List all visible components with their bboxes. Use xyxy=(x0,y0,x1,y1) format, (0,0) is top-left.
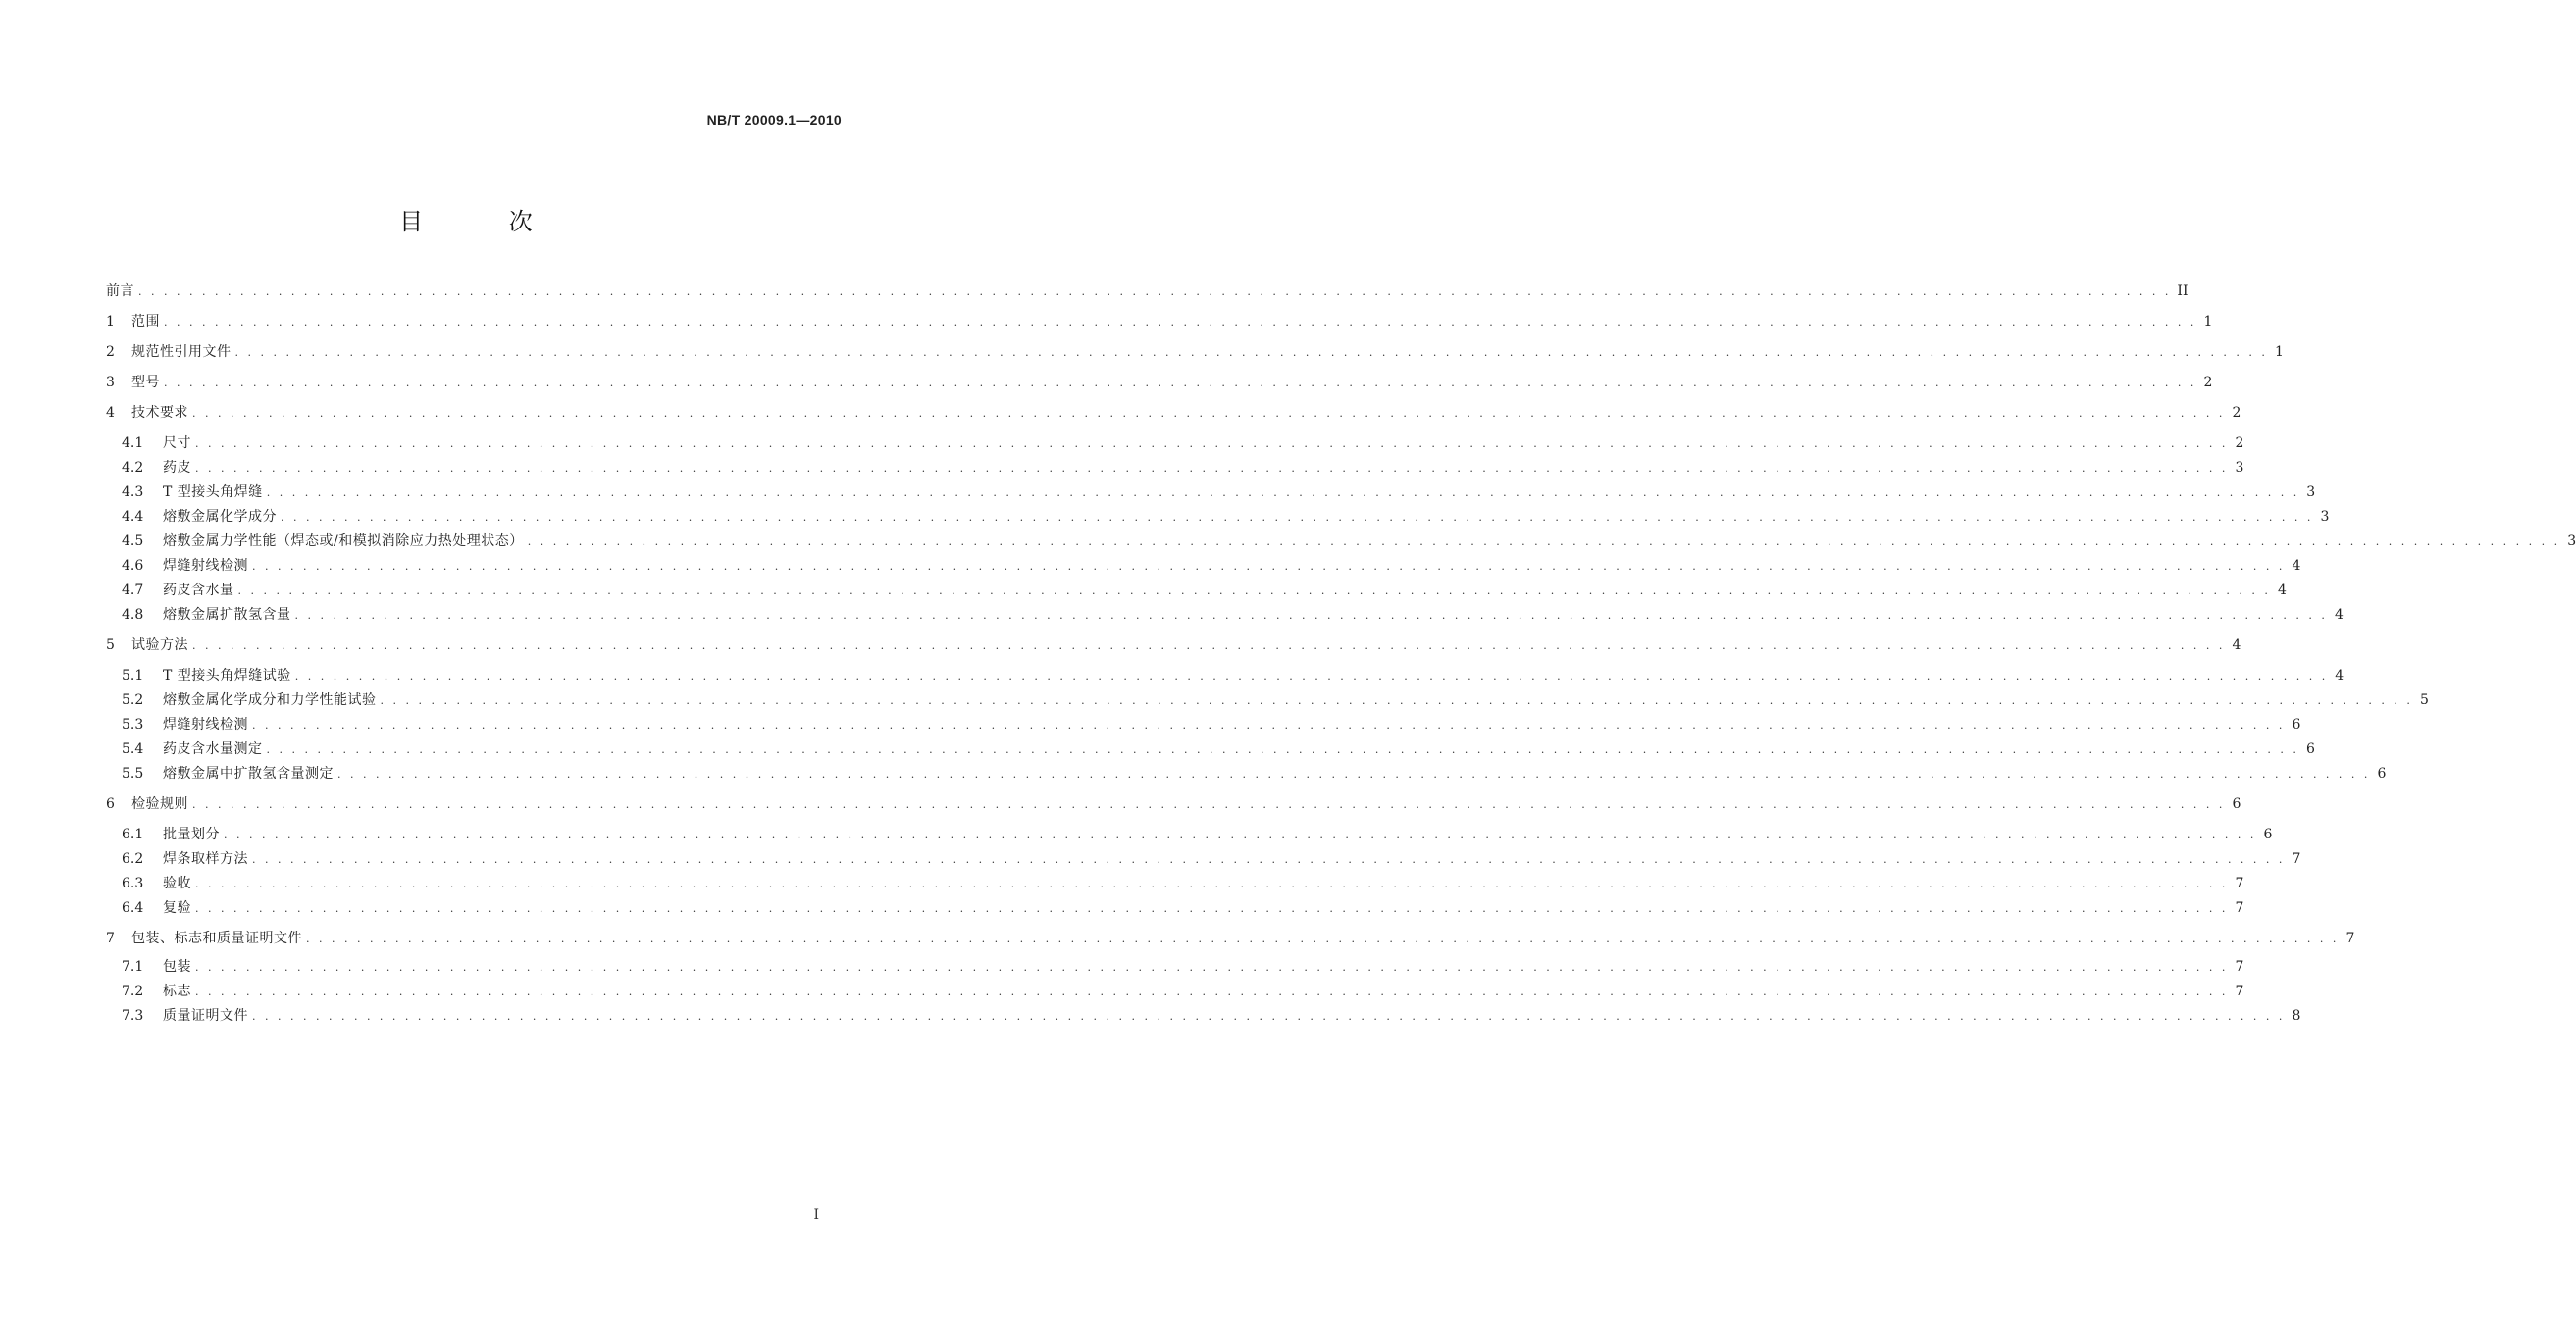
toc-entry-number: 6.1 xyxy=(122,827,144,842)
toc-leader-dots: . . . . . . . . . . . . . . . . . . . . . . . . . . . . . . . . . . . . . . . . . . . . . . . . . . . . . . . . . . . . . . . . . . . . . . . . . . . . . . . . . . . . . . . . . . . . . . . . . . . . . . . . . . . . . . . . . . . . . . . . . . . . . . . . . . . . . . . . . . . . . . . . . . . . . . . . . . . . . . . . xyxy=(266,486,2300,499)
toc-leader-dots: . . . . . . . . . . . . . . . . . . . . . . . . . . . . . . . . . . . . . . . . . . . . . . . . . . . . . . . . . . . . . . . . . . . . . . . . . . . . . . . . . . . . . . . . . . . . . . . . . . . . . . . . . . . . . . . . . . . . . . . . . . . . . . . . . . . . . . . . . . . . . . . . . . . . . . . . . . . . . . . . xyxy=(380,694,2413,707)
toc-entry-page: 7 xyxy=(2235,876,2244,891)
toc-entry-page: 7 xyxy=(2235,959,2244,975)
toc-entry-number: 4.3 xyxy=(122,484,144,500)
toc-entry-number: 4.8 xyxy=(122,607,144,623)
toc-entry-number: 6.3 xyxy=(122,876,144,891)
toc-entry-label: 复验 xyxy=(163,900,191,916)
toc-entry-page: 4 xyxy=(2292,558,2301,574)
toc-entry-number: 7.3 xyxy=(122,1008,144,1024)
toc-entry[interactable] xyxy=(122,714,2301,735)
toc-entry[interactable] xyxy=(122,604,2344,626)
toc-entry-number: 6.4 xyxy=(122,900,144,916)
toc-leader-dots: . . . . . . . . . . . . . . . . . . . . . . . . . . . . . . . . . . . . . . . . . . . . . . . . . . . . . . . . . . . . . . . . . . . . . . . . . . . . . . . . . . . . . . . . . . . . . . . . . . . . . . . . . . . . . . . . . . . . . . . . . . . . . . . . . . . . . . . . . . . . . . . . . . . . . . . . . . . . . . . . xyxy=(224,829,2257,841)
toc-entry-label: 熔敷金属力学性能（焊态或/和模拟消除应力热处理状态） xyxy=(163,533,524,549)
toc-entry-page: 7 xyxy=(2345,931,2355,946)
toc-leader-dots: . . . . . . . . . . . . . . . . . . . . . . . . . . . . . . . . . . . . . . . . . . . . . . . . . . . . . . . . . . . . . . . . . . . . . . . . . . . . . . . . . . . . . . . . . . . . . . . . . . . . . . . . . . . . . . . . . . . . . . . . . . . . . . . . . . . . . . . . . . . . . . . . . . . . . . . . . . . . . . . . xyxy=(266,743,2299,756)
toc-leader-dots: . . . . . . . . . . . . . . . . . . . . . . . . . . . . . . . . . . . . . . . . . . . . . . . . . . . . . . . . . . . . . . . . . . . . . . . . . . . . . . . . . . . . . . . . . . . . . . . . . . . . . . . . . . . . . . . . . . . . . . . . . . . . . . . . . . . . . . . . . . . . . . . . . . . . . . . . . . . . . . . . xyxy=(527,535,2561,548)
toc-entry-label: 范围 xyxy=(131,314,160,330)
toc-entry-page: 6 xyxy=(2292,717,2301,733)
toc-entry-label: 焊缝射线检测 xyxy=(163,558,248,574)
toc-entry-label: 技术要求 xyxy=(131,405,188,421)
toc-leader-dots: . . . . . . . . . . . . . . . . . . . . . . . . . . . . . . . . . . . . . . . . . . . . . . . . . . . . . . . . . . . . . . . . . . . . . . . . . . . . . . . . . . . . . . . . . . . . . . . . . . . . . . . . . . . . . . . . . . . . . . . . . . . . . . . . . . . . . . . . . . . . . . . . . . . . . . . . . . . . . . . . xyxy=(192,798,2226,811)
toc-entry-page: 3 xyxy=(2567,533,2576,549)
toc-entry-label: 熔敷金属中扩散氢含量测定 xyxy=(163,766,334,782)
toc-entry-label: 质量证明文件 xyxy=(163,1008,248,1024)
toc-entry-label: 药皮含水量 xyxy=(163,583,234,598)
toc-entry-page: 1 xyxy=(2203,314,2213,330)
toc-entry-label: T 型接头角焊缝 xyxy=(163,484,263,500)
toc-entry-page: 6 xyxy=(2263,827,2273,842)
toc-entry[interactable] xyxy=(106,793,2241,815)
toc-entry-page: 3 xyxy=(2306,484,2316,500)
toc-entry[interactable] xyxy=(122,665,2344,686)
toc-entry-label: 尺寸 xyxy=(163,435,191,451)
toc-entry[interactable] xyxy=(122,981,2244,1002)
toc-entry-page: 6 xyxy=(2377,766,2387,782)
toc-leader-dots: . . . . . . . . . . . . . . . . . . . . . . . . . . . . . . . . . . . . . . . . . . . . . . . . . . . . . . . . . . . . . . . . . . . . . . . . . . . . . . . . . . . . . . . . . . . . . . . . . . . . . . . . . . . . . . . . . . . . . . . . . . . . . . . . . . . . . . . . . . . . . . . . . . . . . . . . . . . . . . . . xyxy=(195,462,2229,475)
toc-entry-page: II xyxy=(2177,283,2189,299)
toc-entry-number: 1 xyxy=(106,314,115,330)
toc-entry[interactable] xyxy=(122,1005,2301,1027)
toc-entry-number: 7.2 xyxy=(122,984,144,999)
toc-entry[interactable] xyxy=(122,580,2287,601)
toc-entry[interactable] xyxy=(122,824,2273,845)
toc-leader-dots: . . . . . . . . . . . . . . . . . . . . . . . . . . . . . . . . . . . . . . . . . . . . . . . . . . . . . . . . . . . . . . . . . . . . . . . . . . . . . . . . . . . . . . . . . . . . . . . . . . . . . . . . . . . . . . . . . . . . . . . . . . . . . . . . . . . . . . . . . . . . . . . . . . . . . . . . . . . . . . . . xyxy=(195,437,2229,450)
toc-entry[interactable] xyxy=(122,482,2316,503)
toc-entry-number: 5.4 xyxy=(122,741,144,757)
toc-entry-number: 5.2 xyxy=(122,692,144,708)
toc-entry-label: 焊缝射线检测 xyxy=(163,717,248,733)
page-number: I xyxy=(813,1207,819,1223)
toc-entry-page: 6 xyxy=(2306,741,2315,757)
toc-entry[interactable] xyxy=(122,763,2387,785)
toc-leader-dots: . . . . . . . . . . . . . . . . . . . . . . . . . . . . . . . . . . . . . . . . . . . . . . . . . . . . . . . . . . . . . . . . . . . . . . . . . . . . . . . . . . . . . . . . . . . . . . . . . . . . . . . . . . . . . . . . . . . . . . . . . . . . . . . . . . . . . . . . . . . . . . . . . . . . . . . . . . . . . . . . xyxy=(195,902,2229,915)
toc-entry-number: 5.1 xyxy=(122,668,144,684)
toc-entry-page: 3 xyxy=(2235,460,2244,476)
toc-entry[interactable] xyxy=(122,506,2330,528)
toc-entry[interactable] xyxy=(106,372,2213,393)
toc-leader-dots: . . . . . . . . . . . . . . . . . . . . . . . . . . . . . . . . . . . . . . . . . . . . . . . . . . . . . . . . . . . . . . . . . . . . . . . . . . . . . . . . . . . . . . . . . . . . . . . . . . . . . . . . . . . . . . . . . . . . . . . . . . . . . . . . . . . . . . . . . . . . . . . . . . . . . . . . . . . . . . . . xyxy=(252,560,2286,573)
toc-entry-label: 熔敷金属扩散氢含量 xyxy=(163,607,291,623)
toc-leader-dots: . . . . . . . . . . . . . . . . . . . . . . . . . . . . . . . . . . . . . . . . . . . . . . . . . . . . . . . . . . . . . . . . . . . . . . . . . . . . . . . . . . . . . . . . . . . . . . . . . . . . . . . . . . . . . . . . . . . . . . . . . . . . . . . . . . . . . . . . . . . . . . . . . . . . . . . . . . . . . . . . xyxy=(138,285,2172,298)
toc-leader-dots: . . . . . . . . . . . . . . . . . . . . . . . . . . . . . . . . . . . . . . . . . . . . . . . . . . . . . . . . . . . . . . . . . . . . . . . . . . . . . . . . . . . . . . . . . . . . . . . . . . . . . . . . . . . . . . . . . . . . . . . . . . . . . . . . . . . . . . . . . . . . . . . . . . . . . . . . . . . . . . . . xyxy=(281,511,2314,524)
toc-entry-label: 前言 xyxy=(106,283,134,299)
toc-entry-label: 批量划分 xyxy=(163,827,220,842)
toc-entry-number: 6 xyxy=(106,796,115,812)
toc-entry-page: 8 xyxy=(2292,1008,2301,1024)
toc-entry-label: 焊条取样方法 xyxy=(163,851,248,867)
toc-entry-page: 7 xyxy=(2235,900,2244,916)
toc-entry[interactable] xyxy=(106,402,2241,424)
toc-entry-page: 4 xyxy=(2335,607,2344,623)
toc-entry[interactable] xyxy=(122,873,2244,894)
toc-entry-label: 熔敷金属化学成分 xyxy=(163,509,277,525)
toc-entry-label: 药皮含水量测定 xyxy=(163,741,263,757)
toc-entry-label: 包装、标志和质量证明文件 xyxy=(131,931,302,946)
toc-leader-dots: . . . . . . . . . . . . . . . . . . . . . . . . . . . . . . . . . . . . . . . . . . . . . . . . . . . . . . . . . . . . . . . . . . . . . . . . . . . . . . . . . . . . . . . . . . . . . . . . . . . . . . . . . . . . . . . . . . . . . . . . . . . . . . . . . . . . . . . . . . . . . . . . . . . . . . . . . . . . . . . . xyxy=(252,719,2286,732)
toc-entry[interactable] xyxy=(122,738,2315,760)
toc-entry-number: 2 xyxy=(106,344,115,360)
toc-entry[interactable] xyxy=(122,457,2244,479)
toc-entry[interactable] xyxy=(122,432,2244,454)
toc-leader-dots: . . . . . . . . . . . . . . . . . . . . . . . . . . . . . . . . . . . . . . . . . . . . . . . . . . . . . . . . . . . . . . . . . . . . . . . . . . . . . . . . . . . . . . . . . . . . . . . . . . . . . . . . . . . . . . . . . . . . . . . . . . . . . . . . . . . . . . . . . . . . . . . . . . . . . . . . . . . . . . . . xyxy=(237,584,2271,597)
toc-entry-label: 检验规则 xyxy=(131,796,188,812)
toc-entry-number: 4.6 xyxy=(122,558,144,574)
toc-leader-dots: . . . . . . . . . . . . . . . . . . . . . . . . . . . . . . . . . . . . . . . . . . . . . . . . . . . . . . . . . . . . . . . . . . . . . . . . . . . . . . . . . . . . . . . . . . . . . . . . . . . . . . . . . . . . . . . . . . . . . . . . . . . . . . . . . . . . . . . . . . . . . . . . . . . . . . . . . . . . . . . . xyxy=(252,853,2286,866)
toc-leader-dots: . . . . . . . . . . . . . . . . . . . . . . . . . . . . . . . . . . . . . . . . . . . . . . . . . . . . . . . . . . . . . . . . . . . . . . . . . . . . . . . . . . . . . . . . . . . . . . . . . . . . . . . . . . . . . . . . . . . . . . . . . . . . . . . . . . . . . . . . . . . . . . . . . . . . . . . . . . . . . . . . xyxy=(195,961,2229,974)
toc-entry-page: 4 xyxy=(2278,583,2287,598)
toc-entry-page: 1 xyxy=(2275,344,2284,360)
toc-entry-label: 标志 xyxy=(163,984,191,999)
toc-entry-number: 4 xyxy=(106,405,115,421)
toc-entry-page: 5 xyxy=(2420,692,2429,708)
toc-leader-dots: . . . . . . . . . . . . . . . . . . . . . . . . . . . . . . . . . . . . . . . . . . . . . . . . . . . . . . . . . . . . . . . . . . . . . . . . . . . . . . . . . . . . . . . . . . . . . . . . . . . . . . . . . . . . . . . . . . . . . . . . . . . . . . . . . . . . . . . . . . . . . . . . . . . . . . . . . . . . . . . . xyxy=(306,933,2340,945)
toc-entry-label: 包装 xyxy=(163,959,191,975)
toc-leader-dots: . . . . . . . . . . . . . . . . . . . . . . . . . . . . . . . . . . . . . . . . . . . . . . . . . . . . . . . . . . . . . . . . . . . . . . . . . . . . . . . . . . . . . . . . . . . . . . . . . . . . . . . . . . . . . . . . . . . . . . . . . . . . . . . . . . . . . . . . . . . . . . . . . . . . . . . . . . . . . . . . xyxy=(294,670,2329,683)
toc-entry-number: 5 xyxy=(106,637,115,653)
toc-leader-dots: . . . . . . . . . . . . . . . . . . . . . . . . . . . . . . . . . . . . . . . . . . . . . . . . . . . . . . . . . . . . . . . . . . . . . . . . . . . . . . . . . . . . . . . . . . . . . . . . . . . . . . . . . . . . . . . . . . . . . . . . . . . . . . . . . . . . . . . . . . . . . . . . . . . . . . . . . . . . . . . . xyxy=(234,346,2268,359)
toc-leader-dots: . . . . . . . . . . . . . . . . . . . . . . . . . . . . . . . . . . . . . . . . . . . . . . . . . . . . . . . . . . . . . . . . . . . . . . . . . . . . . . . . . . . . . . . . . . . . . . . . . . . . . . . . . . . . . . . . . . . . . . . . . . . . . . . . . . . . . . . . . . . . . . . . . . . . . . . . . . . . . . . . xyxy=(294,609,2328,622)
toc-entry-number: 4.7 xyxy=(122,583,144,598)
toc-entry[interactable] xyxy=(122,897,2244,919)
toc-entry-page: 7 xyxy=(2292,851,2301,867)
toc-leader-dots: . . . . . . . . . . . . . . . . . . . . . . . . . . . . . . . . . . . . . . . . . . . . . . . . . . . . . . . . . . . . . . . . . . . . . . . . . . . . . . . . . . . . . . . . . . . . . . . . . . . . . . . . . . . . . . . . . . . . . . . . . . . . . . . . . . . . . . . . . . . . . . . . . . . . . . . . . . . . . . . . xyxy=(164,377,2197,389)
toc-entry[interactable] xyxy=(106,341,2284,363)
toc-entry-page: 2 xyxy=(2203,375,2213,390)
toc-entry-number: 4.1 xyxy=(122,435,144,451)
toc-leader-dots: . . . . . . . . . . . . . . . . . . . . . . . . . . . . . . . . . . . . . . . . . . . . . . . . . . . . . . . . . . . . . . . . . . . . . . . . . . . . . . . . . . . . . . . . . . . . . . . . . . . . . . . . . . . . . . . . . . . . . . . . . . . . . . . . . . . . . . . . . . . . . . . . . . . . . . . . . . . . . . . . xyxy=(192,407,2226,420)
toc-entry-number: 3 xyxy=(106,375,115,390)
toc-entry-number: 4.5 xyxy=(122,533,144,549)
toc-entry-number: 5.5 xyxy=(122,766,144,782)
page-title: 目 次 xyxy=(399,208,572,235)
toc-entry-number: 4.4 xyxy=(122,509,144,525)
toc-entry-number: 4.2 xyxy=(122,460,144,476)
toc-entry-number: 7 xyxy=(106,931,115,946)
toc-entry-page: 2 xyxy=(2232,405,2241,421)
toc-entry-number: 7.1 xyxy=(122,959,144,975)
toc-leader-dots: . . . . . . . . . . . . . . . . . . . . . . . . . . . . . . . . . . . . . . . . . . . . . . . . . . . . . . . . . . . . . . . . . . . . . . . . . . . . . . . . . . . . . . . . . . . . . . . . . . . . . . . . . . . . . . . . . . . . . . . . . . . . . . . . . . . . . . . . . . . . . . . . . . . . . . . . . . . . . . . . xyxy=(252,1010,2286,1023)
toc-entry[interactable] xyxy=(122,689,2429,711)
toc-entry-page: 2 xyxy=(2235,435,2244,451)
toc-entry[interactable] xyxy=(122,531,2576,552)
toc-entry-page: 4 xyxy=(2335,668,2344,684)
toc-leader-dots: . . . . . . . . . . . . . . . . . . . . . . . . . . . . . . . . . . . . . . . . . . . . . . . . . . . . . . . . . . . . . . . . . . . . . . . . . . . . . . . . . . . . . . . . . . . . . . . . . . . . . . . . . . . . . . . . . . . . . . . . . . . . . . . . . . . . . . . . . . . . . . . . . . . . . . . . . . . . . . . . xyxy=(164,316,2197,329)
document-code: NB/T 20009.1—2010 xyxy=(706,112,842,127)
toc-entry-label: 验收 xyxy=(163,876,191,891)
toc-leader-dots: . . . . . . . . . . . . . . . . . . . . . . . . . . . . . . . . . . . . . . . . . . . . . . . . . . . . . . . . . . . . . . . . . . . . . . . . . . . . . . . . . . . . . . . . . . . . . . . . . . . . . . . . . . . . . . . . . . . . . . . . . . . . . . . . . . . . . . . . . . . . . . . . . . . . . . . . . . . . . . . . xyxy=(337,768,2371,781)
toc-entry-page: 6 xyxy=(2232,796,2241,812)
toc-entry-number: 6.2 xyxy=(122,851,144,867)
toc-entry[interactable] xyxy=(122,555,2301,577)
toc-entry[interactable] xyxy=(106,928,2355,949)
toc-entry[interactable] xyxy=(122,848,2301,870)
toc-entry[interactable] xyxy=(106,280,2189,302)
toc-leader-dots: . . . . . . . . . . . . . . . . . . . . . . . . . . . . . . . . . . . . . . . . . . . . . . . . . . . . . . . . . . . . . . . . . . . . . . . . . . . . . . . . . . . . . . . . . . . . . . . . . . . . . . . . . . . . . . . . . . . . . . . . . . . . . . . . . . . . . . . . . . . . . . . . . . . . . . . . . . . . . . . . xyxy=(195,878,2229,890)
toc-leader-dots: . . . . . . . . . . . . . . . . . . . . . . . . . . . . . . . . . . . . . . . . . . . . . . . . . . . . . . . . . . . . . . . . . . . . . . . . . . . . . . . . . . . . . . . . . . . . . . . . . . . . . . . . . . . . . . . . . . . . . . . . . . . . . . . . . . . . . . . . . . . . . . . . . . . . . . . . . . . . . . . . xyxy=(195,986,2229,998)
toc-entry-page: 7 xyxy=(2235,984,2244,999)
toc-entry[interactable] xyxy=(122,956,2244,978)
toc-entry-label: T 型接头角焊缝试验 xyxy=(163,668,291,684)
table-of-contents xyxy=(106,0,2576,1318)
toc-leader-dots: . . . . . . . . . . . . . . . . . . . . . . . . . . . . . . . . . . . . . . . . . . . . . . . . . . . . . . . . . . . . . . . . . . . . . . . . . . . . . . . . . . . . . . . . . . . . . . . . . . . . . . . . . . . . . . . . . . . . . . . . . . . . . . . . . . . . . . . . . . . . . . . . . . . . . . . . . . . . . . . . xyxy=(192,639,2226,652)
toc-entry-page: 3 xyxy=(2320,509,2330,525)
toc-entry-label: 药皮 xyxy=(163,460,191,476)
toc-entry-label: 规范性引用文件 xyxy=(131,344,232,360)
toc-entry-label: 熔敷金属化学成分和力学性能试验 xyxy=(163,692,377,708)
toc-entry-page: 4 xyxy=(2232,637,2241,653)
toc-entry[interactable] xyxy=(106,311,2213,332)
toc-entry-label: 型号 xyxy=(131,375,160,390)
toc-entry[interactable] xyxy=(106,634,2241,656)
toc-entry-label: 试验方法 xyxy=(131,637,188,653)
toc-entry-number: 5.3 xyxy=(122,717,144,733)
